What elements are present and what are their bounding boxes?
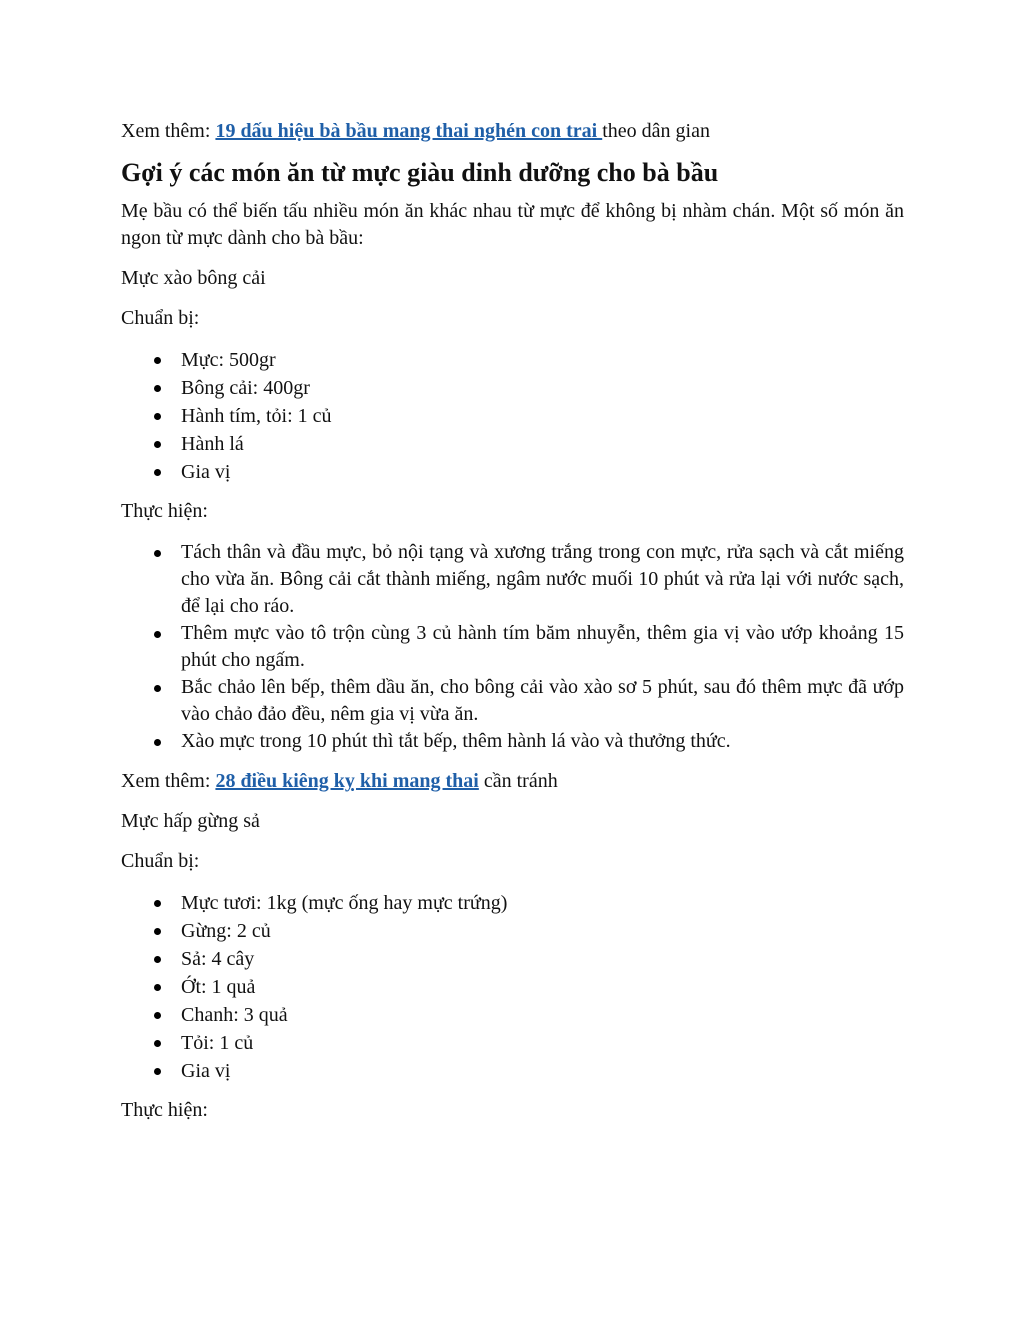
list-item: Bắc chảo lên bếp, thêm dầu ăn, cho bông cải vào xào sơ 5 phút, sau đó thêm mực đã ướp vào chảo đảo đều, nêm gia vị vừa ăn. — [121, 674, 904, 728]
list-item: Xào mực trong 10 phút thì tắt bếp, thêm hành lá vào và thưởng thức. — [121, 728, 904, 755]
list-item: Hành tím, tỏi: 1 củ — [121, 402, 904, 430]
recipe-2-prep-label: Chuẩn bị: — [121, 850, 200, 872]
bullet-icon — [154, 984, 161, 991]
bullet-icon — [154, 550, 161, 557]
list-item: Gia vị — [121, 1057, 904, 1085]
bullet-icon — [154, 739, 161, 746]
document-content — [121, 118, 904, 1124]
list-item: Ớt: 1 quả — [121, 973, 904, 1001]
bullet-icon — [154, 928, 161, 935]
bullet-icon — [154, 956, 161, 963]
list-item: Gừng: 2 củ — [121, 917, 904, 945]
bullet-icon — [154, 631, 161, 638]
recipe-2-title: Mực hấp gừng sả — [121, 810, 260, 832]
bullet-icon — [154, 685, 161, 692]
list-item: Mực: 500gr — [121, 346, 904, 374]
see-more-link-2[interactable]: 28 điều kiêng kỵ khi mang thai — [215, 770, 479, 792]
bullet-icon — [154, 413, 161, 420]
recipe-1-steps — [121, 539, 904, 755]
bullet-icon — [154, 441, 161, 448]
list-item: Tỏi: 1 củ — [121, 1029, 904, 1057]
list-item: Hành lá — [121, 430, 904, 458]
list-item: Bông cải: 400gr — [121, 374, 904, 402]
recipe-2-ingredients — [121, 889, 904, 1085]
list-item: Tách thân và đầu mực, bỏ nội tạng và xương trắng trong con mực, rửa sạch và cắt miếng cho vừa ăn. Bông cải cắt thành miếng, ngâm nước muối 10 phút và rửa lại với nước sạch, để lại cho ráo. — [121, 539, 904, 620]
see-more-line-1: Xem thêm: 19 dấu hiệu bà bầu mang thai nghén con trai theo dân gian — [121, 120, 710, 142]
bullet-icon — [154, 1040, 161, 1047]
bullet-icon — [154, 1012, 161, 1019]
intro-paragraph: Mẹ bầu có thể biến tấu nhiều món ăn khác nhau từ mực để không bị nhàm chán. Một số món ăn ngon từ mực dành cho bà bầu: — [121, 200, 904, 249]
list-item: Sả: 4 cây — [121, 945, 904, 973]
recipe-1-ingredients — [121, 346, 904, 486]
see-more-line-2: Xem thêm: 28 điều kiêng kỵ khi mang thai cần tránh — [121, 770, 558, 792]
recipe-1-steps-label: Thực hiện: — [121, 500, 208, 522]
list-item: Chanh: 3 quả — [121, 1001, 904, 1029]
recipe-2-steps-label: Thực hiện: — [121, 1099, 208, 1121]
bullet-icon — [154, 1068, 161, 1075]
bullet-icon — [154, 385, 161, 392]
see-more-link-1[interactable]: 19 dấu hiệu bà bầu mang thai nghén con trai — [215, 120, 603, 142]
bullet-icon — [154, 900, 161, 907]
section-heading: Gợi ý các món ăn từ mực giàu dinh dưỡng cho bà bầu — [121, 158, 719, 187]
list-item: Mực tươi: 1kg (mực ống hay mực trứng) — [121, 889, 904, 917]
bullet-icon — [154, 469, 161, 476]
recipe-1-title: Mực xào bông cải — [121, 267, 266, 289]
recipe-1-prep-label: Chuẩn bị: — [121, 307, 200, 329]
bullet-icon — [154, 357, 161, 364]
list-item: Thêm mực vào tô trộn cùng 3 củ hành tím băm nhuyễn, thêm gia vị vào ướp khoảng 15 phút cho ngấm. — [121, 620, 904, 674]
list-item: Gia vị — [121, 458, 904, 486]
